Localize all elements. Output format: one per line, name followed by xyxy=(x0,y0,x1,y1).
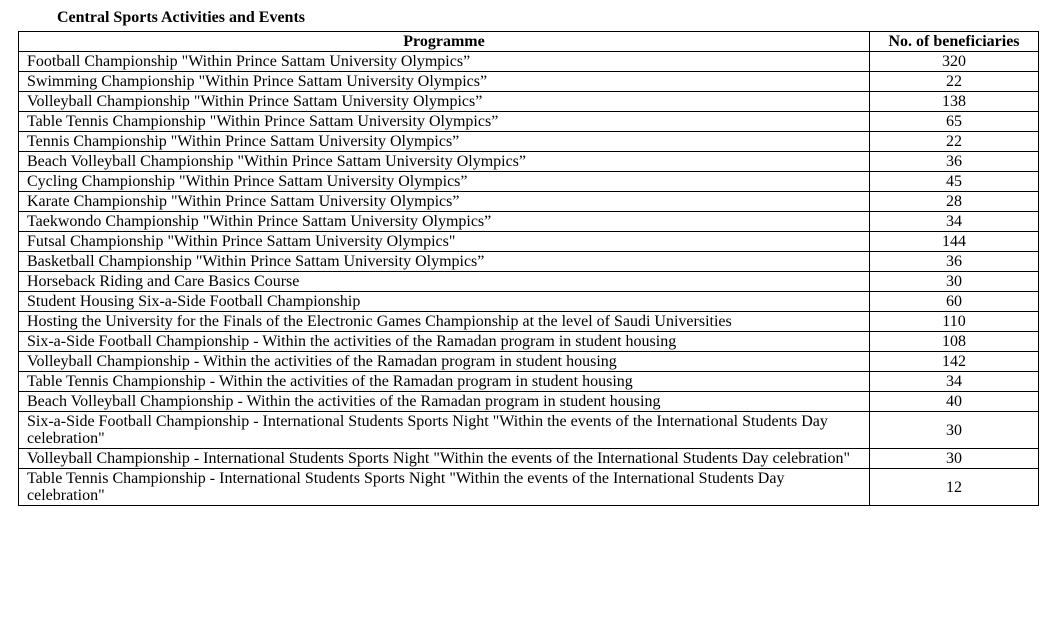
beneficiaries-cell: 36 xyxy=(870,252,1039,272)
table-row xyxy=(19,212,1039,232)
table-row xyxy=(19,112,1039,132)
beneficiaries-cell: 142 xyxy=(870,352,1039,372)
beneficiaries-cell: 65 xyxy=(870,112,1039,132)
programme-cell: Cycling Championship "Within Prince Sattam University Olympics” xyxy=(19,172,870,192)
beneficiaries-table xyxy=(18,31,1039,506)
table-row xyxy=(19,232,1039,252)
beneficiaries-cell: 28 xyxy=(870,192,1039,212)
table-row xyxy=(19,449,1039,469)
beneficiaries-cell: 30 xyxy=(870,449,1039,469)
beneficiaries-cell: 108 xyxy=(870,332,1039,352)
beneficiaries-cell: 22 xyxy=(870,72,1039,92)
beneficiaries-cell: 40 xyxy=(870,392,1039,412)
header-beneficiaries: No. of beneficiaries xyxy=(870,32,1039,52)
beneficiaries-cell: 12 xyxy=(870,469,1039,506)
table-row xyxy=(19,192,1039,212)
beneficiaries-cell: 30 xyxy=(870,412,1039,449)
table-row xyxy=(19,469,1039,506)
table-row xyxy=(19,132,1039,152)
beneficiaries-cell: 60 xyxy=(870,292,1039,312)
table-row xyxy=(19,312,1039,332)
programme-cell: Volleyball Championship - International Students Sports Night "Within the events of the International Students Day celebration" xyxy=(19,449,870,469)
table-row xyxy=(19,352,1039,372)
programme-cell: Futsal Championship "Within Prince Sattam University Olympics" xyxy=(19,232,870,252)
beneficiaries-cell: 45 xyxy=(870,172,1039,192)
table-body xyxy=(19,52,1039,506)
programme-cell: Table Tennis Championship "Within Prince Sattam University Olympics” xyxy=(19,112,870,132)
table-caption: Central Sports Activities and Events xyxy=(57,9,305,26)
programme-cell: Tennis Championship "Within Prince Sattam University Olympics” xyxy=(19,132,870,152)
programme-cell: Football Championship "Within Prince Sattam University Olympics” xyxy=(19,52,870,72)
header-programme: Programme xyxy=(19,32,870,52)
programme-cell: Volleyball Championship "Within Prince Sattam University Olympics” xyxy=(19,92,870,112)
beneficiaries-cell: 22 xyxy=(870,132,1039,152)
table-row xyxy=(19,72,1039,92)
programme-cell: Horseback Riding and Care Basics Course xyxy=(19,272,870,292)
programme-cell: Six-a-Side Football Championship - Within the activities of the Ramadan program in student housing xyxy=(19,332,870,352)
programme-cell: Six-a-Side Football Championship - International Students Sports Night "Within the events of the International Students Day celebration" xyxy=(19,412,870,449)
table-row xyxy=(19,92,1039,112)
programme-cell: Taekwondo Championship "Within Prince Sattam University Olympics” xyxy=(19,212,870,232)
beneficiaries-cell: 138 xyxy=(870,92,1039,112)
beneficiaries-cell: 30 xyxy=(870,272,1039,292)
table-row xyxy=(19,412,1039,449)
beneficiaries-cell: 36 xyxy=(870,152,1039,172)
table-row xyxy=(19,172,1039,192)
table-row xyxy=(19,52,1039,72)
programme-cell: Beach Volleyball Championship - Within the activities of the Ramadan program in student housing xyxy=(19,392,870,412)
table-row xyxy=(19,372,1039,392)
programme-cell: Table Tennis Championship - Within the activities of the Ramadan program in student housing xyxy=(19,372,870,392)
programme-cell: Swimming Championship "Within Prince Sattam University Olympics” xyxy=(19,72,870,92)
beneficiaries-cell: 320 xyxy=(870,52,1039,72)
beneficiaries-cell: 110 xyxy=(870,312,1039,332)
programme-cell: Table Tennis Championship - International Students Sports Night "Within the events of the International Students Day celebration" xyxy=(19,469,870,506)
programme-cell: Volleyball Championship - Within the activities of the Ramadan program in student housing xyxy=(19,352,870,372)
programme-cell: Beach Volleyball Championship "Within Prince Sattam University Olympics” xyxy=(19,152,870,172)
programme-cell: Student Housing Six-a-Side Football Championship xyxy=(19,292,870,312)
table-row xyxy=(19,252,1039,272)
table-row xyxy=(19,332,1039,352)
programme-cell: Karate Championship "Within Prince Sattam University Olympics” xyxy=(19,192,870,212)
beneficiaries-cell: 34 xyxy=(870,372,1039,392)
beneficiaries-cell: 34 xyxy=(870,212,1039,232)
programme-cell: Hosting the University for the Finals of the Electronic Games Championship at the level of Saudi Universities xyxy=(19,312,870,332)
table-row xyxy=(19,152,1039,172)
table-row xyxy=(19,392,1039,412)
beneficiaries-cell: 144 xyxy=(870,232,1039,252)
table-header-row xyxy=(19,32,1039,52)
table-row xyxy=(19,292,1039,312)
table-row xyxy=(19,272,1039,292)
programme-cell: Basketball Championship "Within Prince Sattam University Olympics” xyxy=(19,252,870,272)
